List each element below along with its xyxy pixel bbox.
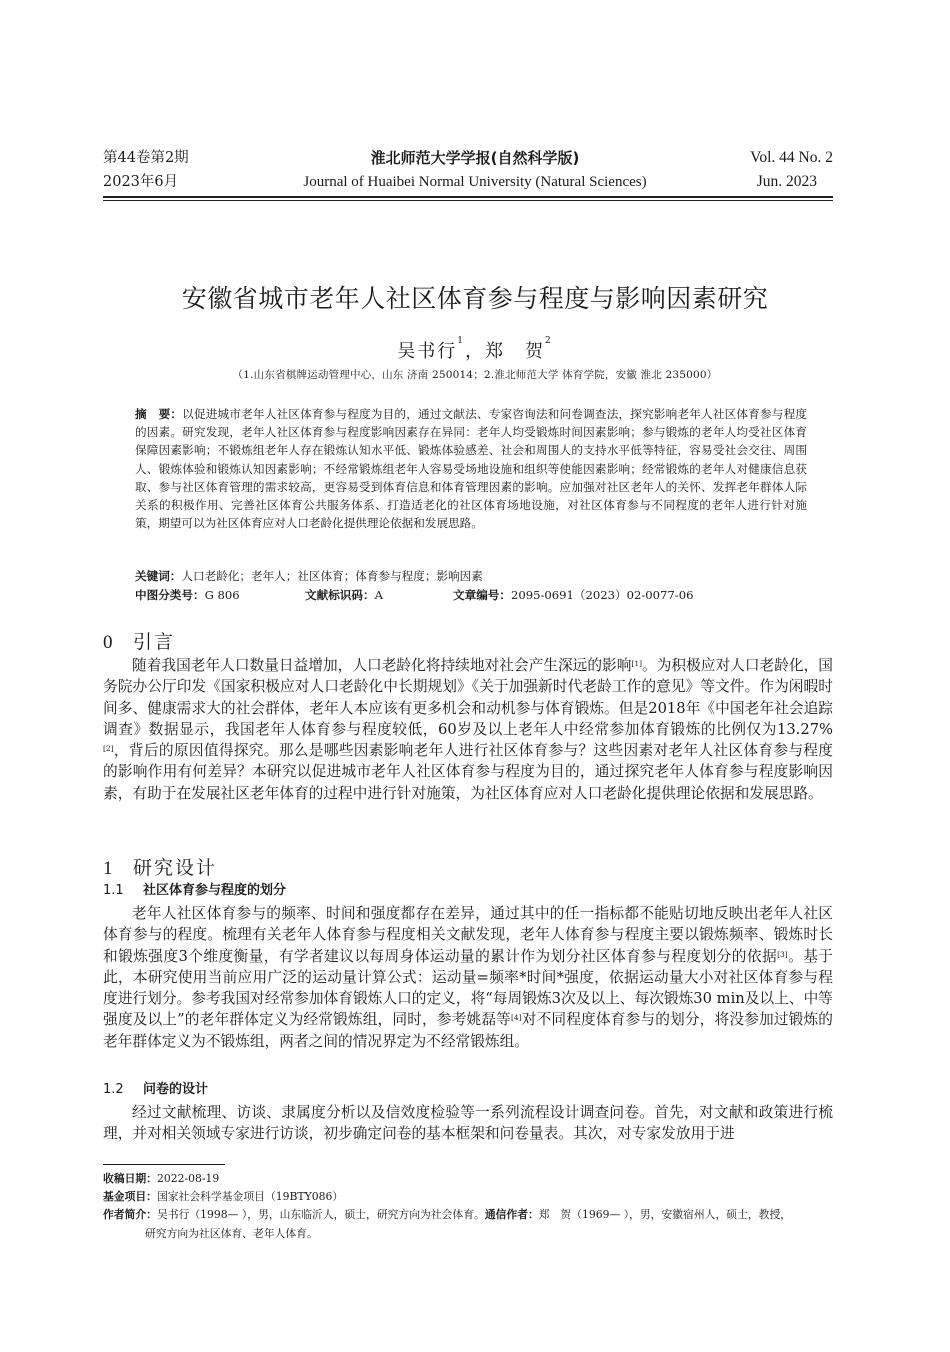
subsection-1-1-number: 1.1 — [103, 883, 124, 898]
subsection-1-1-title: 社区体育参与程度的划分 — [143, 883, 287, 898]
header-date-cn: 2023年6月 — [103, 174, 179, 190]
fund-text: 国家社会科学基金项目（19BTY086） — [156, 1190, 344, 1203]
section-1-number: 1 — [103, 858, 115, 879]
author-line — [0, 337, 950, 363]
clc-label: 中图分类号： — [135, 588, 205, 602]
author-1-sup: 1 — [457, 336, 465, 346]
section-0-paragraph — [103, 655, 833, 804]
section-1-heading — [103, 856, 217, 881]
text-run: ，背后的原因值得探究。那么是哪些因素影响老年人进行社区体育参与？这些因素对老年人社区体育参与程度的影响作用有何差异？本研究以促进城市老年人社区体育参与程度为目的，通过探究老年人体育参与程度影响因素，有助于在发展社区老年体育的过程中进行针对施策，为社区体育应对人口老龄化提供理论依据和发展思路。 — [103, 742, 833, 802]
header-date-en: Jun. 2023 — [756, 173, 817, 190]
subsection-1-1-paragraph — [103, 903, 833, 1052]
corr-info-text: 郑 贺（1969— ），男，安徽宿州人，硕士，教授， — [538, 1208, 792, 1221]
received-label: 收稿日期： — [103, 1172, 157, 1185]
doc-code-value: A — [374, 588, 383, 602]
citation-ref: [3] — [777, 949, 788, 959]
abstract-text: 以促进城市老年人社区体育参与程度为目的，通过文献法、专家咨询法和问卷调查法，探究影响老年人社区体育参与程度的因素。研究发现，老年人社区体育参与程度影响因素存在异同：老年人均受锻炼时间因素影响；参与锻炼的老年人均受社区体育保障因素影响；不锻炼组老年人存在锻炼认知水平低、锻炼体验感差、社会和周围人的支持水平低等特征，容易受社会交往、周围人、锻炼体验和锻炼认知因素影响；不经常锻炼组老年人容易受场地设施和组织等使能因素影响；经常锻炼的老年人对健康信息获取、参与社区体育管理的需求较高，更容易受到体育信息和体育管理因素的影响。应加强对社区老年人的关怀、发挥老年群体人际关系的积极作用、完善社区体育公共服务体系、打造适老化的社区体育场地设施，对社区体育参与不同程度的老年人进行针对施策，期望可以为社区体育应对人口老龄化提供理论依据和发展思路。 — [135, 407, 807, 531]
footnote-fund — [103, 1188, 833, 1206]
text-run: 。为积极应对人口老龄化，国务院办公厅印发《国家积极应对人口老龄化中长期规划》《关于加强新时代老龄工作的意见》等文件。作为闲暇时间多、健康需求大的社会群体，老年人本应该有更多机会和动机参与体育锻炼。但是2018年《中国老年社会追踪调查》数据显示，我国老年人体育参与程度较低，60岁及以上老年人中经常参加体育锻炼的比例仅为13.27% — [103, 657, 833, 738]
fund-label: 基金项目： — [103, 1190, 157, 1203]
abstract-label: 摘 要： — [135, 407, 183, 421]
text-run: 老年人社区体育参与的频率、时间和强度都存在差异，通过其中的任一指标都不能贴切地反映出老年人社区体育参与的程度。梳理有关老年人体育参与程度相关文献发现，老年人体育参与程度主要以锻炼频率、锻炼时长和锻炼强度3个维度衡量，有学者建议以每周身体运动量的累计作为划分社区体育参与程度划分的依据 — [103, 905, 833, 965]
header-volume-issue-en: Vol. 44 No. 2 — [750, 149, 833, 166]
keywords-label: 关键词： — [135, 569, 182, 583]
author-1: 吴书行 — [397, 341, 458, 362]
section-0-heading — [103, 630, 175, 655]
author-separator: ， — [465, 341, 485, 362]
header-journal-cn: 淮北师范大学学报(自然科学版) — [370, 149, 580, 167]
subsection-1-2-number: 1.2 — [103, 1082, 124, 1097]
section-1-title: 研究设计 — [133, 857, 218, 879]
author-2: 郑 贺 — [485, 341, 545, 362]
text-run: 随着我国老年人口数量日益增加，人口老龄化将持续地对社会产生深远的影响 — [132, 657, 632, 674]
author-info-label: 作者简介： — [103, 1208, 157, 1221]
page-title: 安徽省城市老年人社区体育参与程度与影响因素研究 — [181, 284, 769, 313]
footnote-author-cont: 研究方向为社区体育、老年人体育。 — [145, 1227, 318, 1240]
header-volume-issue-cn: 第44卷第2期 — [103, 150, 189, 166]
text-run: 。基于此，本研究使用当前应用广泛的运动量计算公式：运动量=频率*时间*强度，依据运动量大小对社区体育参与程度进行划分。参考我国对经常参加体育锻炼人口的定义，将“每周锻炼3次及以上、每次锻炼30 min及以上、中等强度及以上”的老年群体定义为经常锻炼组，同时，参考姚磊等 — [103, 947, 833, 1029]
header-rule-thick — [103, 196, 833, 198]
abstract — [135, 405, 807, 532]
classification-row — [135, 586, 807, 604]
citation-ref: [4] — [510, 1013, 522, 1023]
author-info-text: 吴书行（1998— ），男，山东临沂人，硕士，研究方向为社会体育。 — [156, 1208, 485, 1221]
author-2-sup: 2 — [545, 336, 553, 346]
received-date: 2022-08-19 — [156, 1172, 220, 1185]
subsection-1-2-paragraph: 经过文献梳理、访谈、隶属度分析以及信效度检验等一系列流程设计调查问卷。首先，对文献和政策进行梳理，并对相关领域专家进行访谈，初步确定问卷的基本框架和问卷量表。其次，对专家发放用于进 — [103, 1104, 833, 1143]
citation-ref: [1] — [631, 659, 643, 668]
header-rule-thin — [103, 200, 833, 201]
subsection-1-1-heading — [103, 882, 286, 900]
footnote-received — [103, 1170, 833, 1188]
clc-value: G 806 — [204, 588, 240, 602]
section-0-title: 引言 — [133, 631, 176, 653]
doc-code-label: 文献标识码： — [305, 588, 375, 602]
keywords — [135, 567, 807, 585]
subsection-1-2-heading — [103, 1081, 208, 1099]
article-no-label: 文章编号： — [453, 588, 511, 602]
footnote-rule — [103, 1164, 225, 1165]
citation-ref: [2] — [103, 744, 114, 754]
footnote-author — [103, 1206, 833, 1224]
subsection-1-2-title: 问卷的设计 — [143, 1082, 209, 1097]
article-no-value: 2095-0691（2023）02-0077-06 — [510, 588, 694, 602]
text-run: 对不同程度体育参与的划分，将没参加过锻炼的老年群体定义为不锻炼组，两者之间的情况界定为不经常锻炼组。 — [103, 1011, 833, 1050]
section-0-number: 0 — [103, 632, 115, 653]
keywords-text: 人口老龄化；老年人；社区体育；体育参与程度；影响因素 — [181, 569, 483, 583]
affiliations: （1.山东省棋牌运动管理中心，山东 济南 250014；2.淮北师范大学 体育学院，安徽 淮北 235000） — [232, 369, 718, 381]
header-journal-en: Journal of Huaibei Normal University (Natural Sciences) — [303, 174, 647, 190]
corr-label: 通信作者： — [484, 1208, 539, 1221]
